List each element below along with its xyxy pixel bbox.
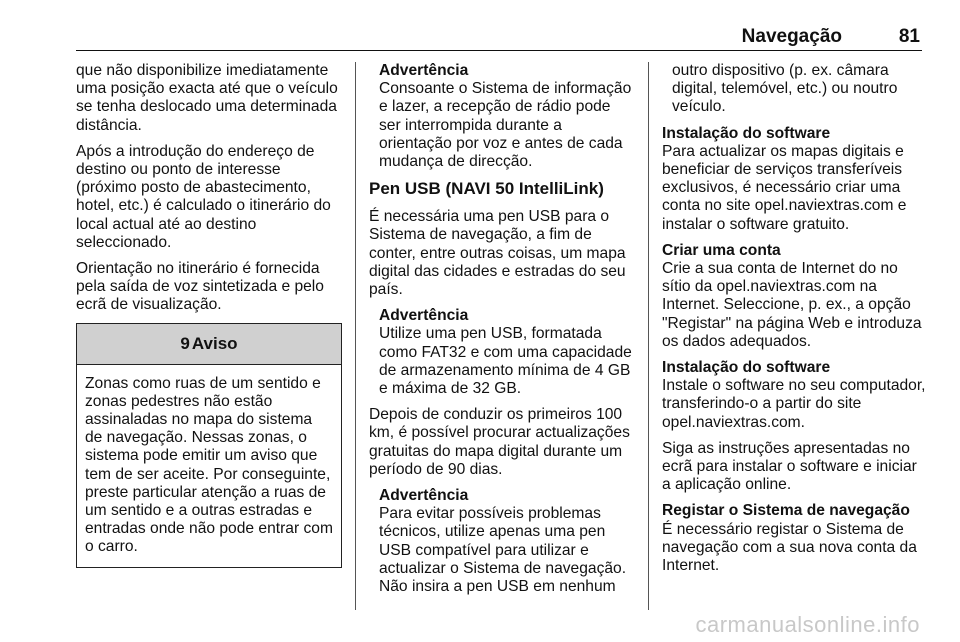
- note-title: Advertência: [379, 487, 469, 505]
- warning-title: Aviso: [191, 333, 238, 353]
- subsection-heading: Registar o Sistema de navegação: [662, 502, 910, 520]
- subsection-text: Crie a sua conta de Internet do no sítio da opel.naviextras.com na Internet. Seleccione, p. ex., a opção "Registar" na página Web e introduza os dados adequados.: [662, 260, 922, 350]
- note-callout: [379, 62, 636, 171]
- column-1: [76, 62, 342, 568]
- section-title: Navegação: [741, 26, 842, 47]
- column-divider: [355, 62, 356, 610]
- page-header: [76, 26, 922, 51]
- subsection-text: Para actualizar os mapas digitais e beneficiar de serviços transferíveis exclusivos, é necessário criar uma conta no site opel.naviextras.com e instalar o software gratuito.: [662, 142, 907, 233]
- subsection: [662, 125, 927, 234]
- paragraph: Após a introdução do endereço de destino ou ponto de interesse (próximo posto de abastecimento, hotel, etc.) é calculado o itinerário do local actual até ao destino seleccionado.: [76, 142, 331, 251]
- warning-icon: 9: [180, 333, 190, 353]
- paragraph: É necessária uma pen USB para o Sistema de navegação, a fim de conter, entre outras coisas, um mapa digital das cidades e estradas do seu país.: [369, 208, 626, 299]
- paragraph: Siga as instruções apresentadas no ecrã para instalar o software e iniciar a aplicação online.: [662, 439, 917, 494]
- note-continuation: outro dispositivo (p. ex. câmara digital, telemóvel, etc.) ou noutro veículo.: [672, 62, 898, 116]
- paragraph: Depois de conduzir os primeiros 100 km, é possível procurar actualizações gratuitas do mapa digital durante um período de 90 dias.: [369, 406, 630, 478]
- watermark: carmanualsonline.info: [695, 612, 920, 637]
- column-divider: [648, 62, 649, 610]
- subsection-heading: Instalação do software: [662, 359, 831, 377]
- note-callout: [379, 307, 636, 398]
- paragraph: que não disponibilize imediatamente uma posição exacta até que o veículo se tenha deslocado uma determinada distância.: [76, 62, 338, 134]
- note-title: Advertência: [379, 62, 469, 79]
- column-3: [662, 62, 927, 583]
- note-text: Para evitar possíveis problemas técnicos, utilize apenas uma pen USB compatível para utilizar e actualizar o Sistema de navegação. Não insira a pen USB em nenhum: [379, 505, 627, 596]
- subsection-heading: Instalação do software: [662, 124, 831, 142]
- subsection-text: Instale o software no seu computador, transferindo-o a partir do site opel.naviextras.com.: [662, 377, 926, 431]
- subsection: [662, 502, 927, 575]
- note-text: Utilize uma pen USB, formatada como FAT32 e com uma capacidade de armazenamento mínima de 4 GB e máxima de 32 GB.: [379, 325, 632, 398]
- column-2: [369, 62, 636, 604]
- subsection-heading: Criar uma conta: [662, 241, 781, 259]
- warning-box: [76, 323, 342, 568]
- paragraph: Orientação no itinerário é fornecida pela saída de voz sintetizada e pelo ecrã de visualização.: [76, 260, 324, 314]
- warning-header: [77, 324, 341, 365]
- subsection-text: É necessário registar o Sistema de navegação com a sua nova conta da Internet.: [662, 520, 917, 575]
- section-heading: Pen USB (NAVI 50 IntelliLink): [369, 179, 604, 199]
- warning-body: Zonas como ruas de um sentido e zonas pedestres não estão assinaladas no mapa do sistema de navegação. Nessas zonas, o sistema pode emitir um aviso que tem de ser aceite. Por conseguinte, preste particular atenção a ruas de um sentido e a outras estradas e entradas onde não pode entrar com o carro.: [85, 374, 333, 556]
- subsection: [662, 242, 927, 351]
- page-number: 81: [898, 26, 920, 47]
- note-title: Advertência: [379, 307, 469, 325]
- subsection: [662, 359, 927, 432]
- note-text: Consoante o Sistema de informação e lazer, a recepção de rádio pode ser interrompida durante a orientação por voz e antes de cada mudança de direcção.: [379, 80, 632, 171]
- note-callout: [379, 487, 636, 596]
